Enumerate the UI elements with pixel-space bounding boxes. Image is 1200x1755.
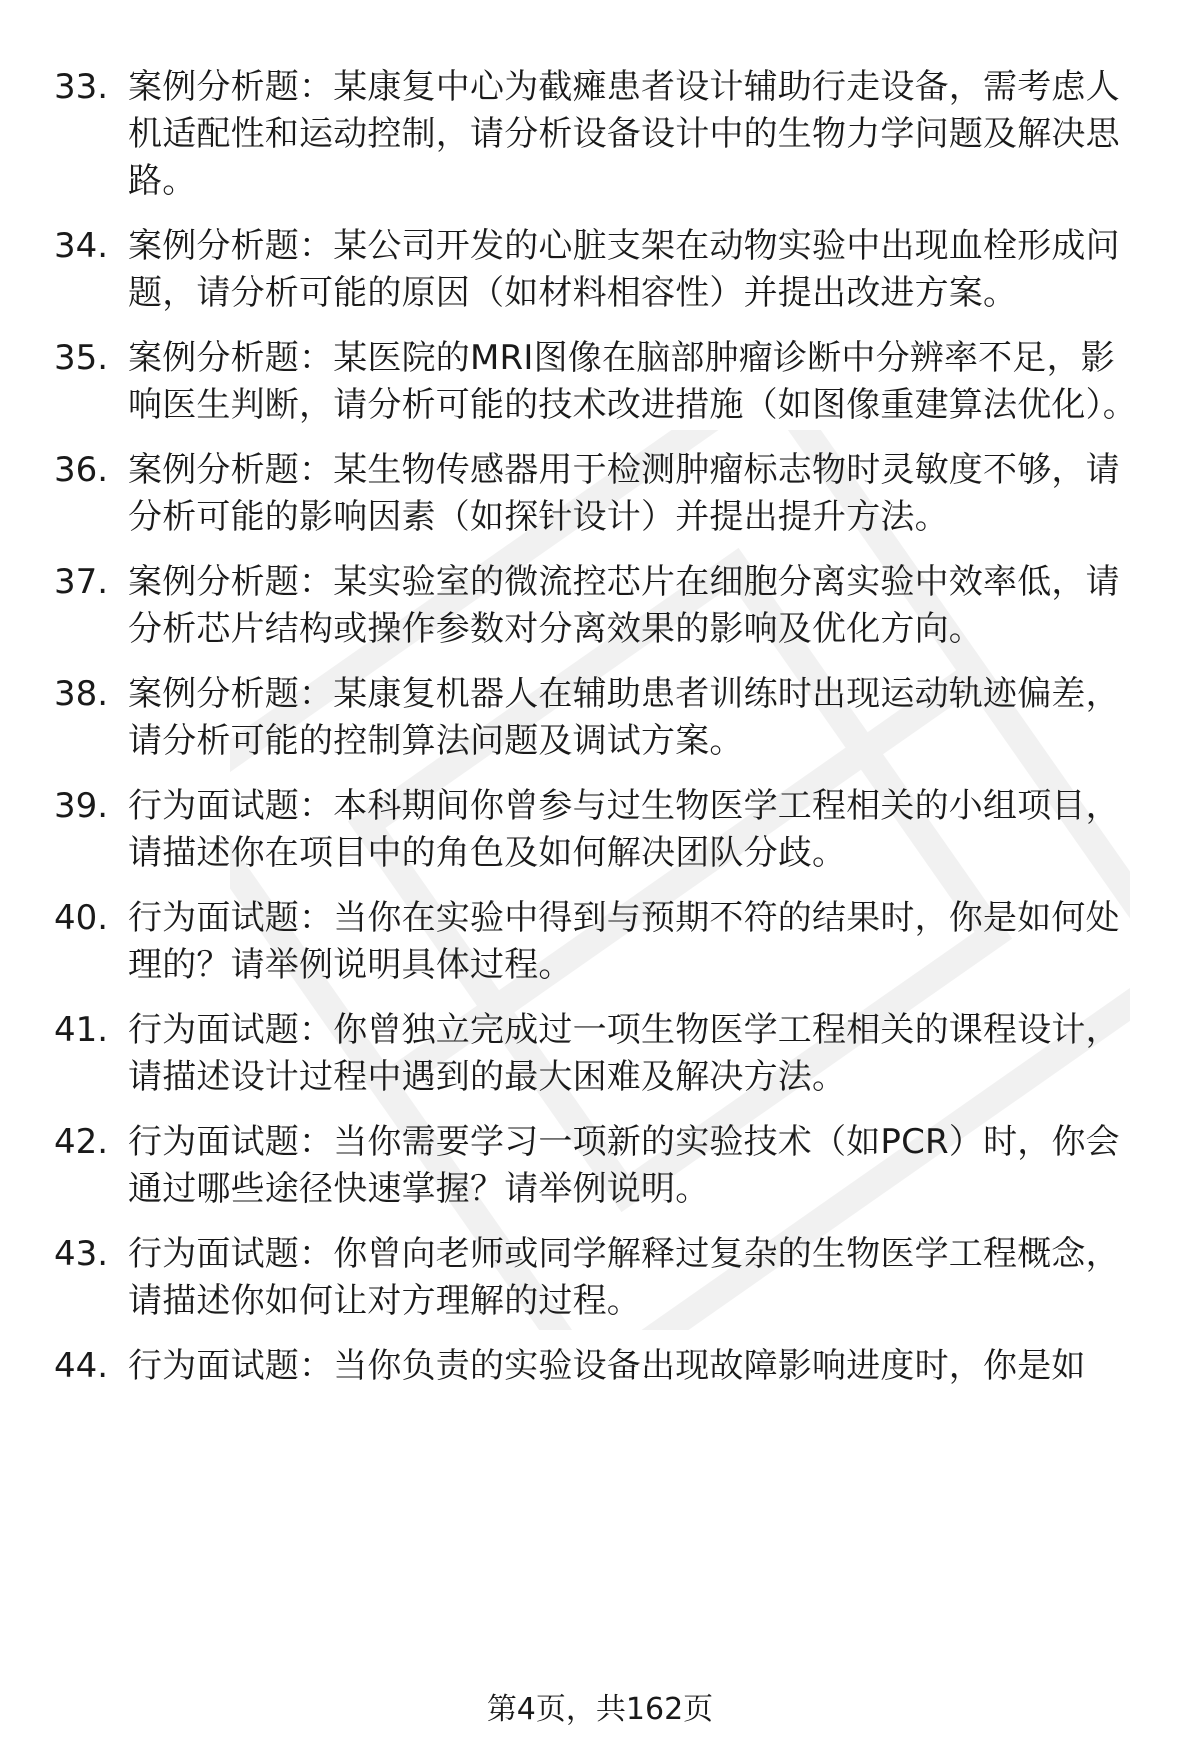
question-number: 34. — [54, 226, 109, 266]
list-item — [0, 559, 1200, 653]
list-item — [0, 783, 1200, 877]
question-number: 35. — [54, 338, 109, 378]
question-number: 33. — [54, 67, 109, 107]
question-text: 行为面试题：你曾独立完成过一项生物医学工程相关的课程设计，请描述设计过程中遇到的最大困难及解决方法。 — [128, 1010, 1120, 1097]
list-item — [0, 1119, 1200, 1213]
question-number: 41. — [54, 1010, 109, 1050]
question-text: 案例分析题：某医院的MRI图像在脑部肿瘤诊断中分辨率不足，影响医生判断，请分析可能的技术改进措施（如图像重建算法优化）。 — [128, 338, 1137, 425]
question-text: 案例分析题：某康复机器人在辅助患者训练时出现运动轨迹偏差，请分析可能的控制算法问题及调试方案。 — [128, 674, 1120, 761]
question-text: 行为面试题：本科期间你曾参与过生物医学工程相关的小组项目，请描述你在项目中的角色及如何解决团队分歧。 — [128, 786, 1120, 873]
question-number: 43. — [54, 1234, 109, 1274]
question-number: 38. — [54, 674, 109, 714]
question-number: 42. — [54, 1122, 109, 1162]
list-item — [0, 223, 1200, 317]
list-item — [0, 671, 1200, 765]
question-list — [0, 64, 1200, 1408]
list-item — [0, 895, 1200, 989]
question-text: 案例分析题：某公司开发的心脏支架在动物实验中出现血栓形成问题，请分析可能的原因（如材料相容性）并提出改进方案。 — [128, 226, 1120, 313]
list-item — [0, 1231, 1200, 1325]
list-item — [0, 1343, 1200, 1390]
question-text: 行为面试题：你曾向老师或同学解释过复杂的生物医学工程概念，请描述你如何让对方理解的过程。 — [128, 1234, 1120, 1321]
question-number: 40. — [54, 898, 109, 938]
list-item — [0, 1007, 1200, 1101]
question-number: 39. — [54, 786, 109, 826]
question-number: 37. — [54, 562, 109, 602]
question-text: 行为面试题：当你在实验中得到与预期不符的结果时，你是如何处理的？请举例说明具体过程。 — [128, 898, 1120, 985]
question-text: 案例分析题：某生物传感器用于检测肿瘤标志物时灵敏度不够，请分析可能的影响因素（如探针设计）并提出提升方法。 — [128, 450, 1120, 537]
question-number: 44. — [54, 1346, 109, 1386]
question-text: 行为面试题：当你需要学习一项新的实验技术（如PCR）时，你会通过哪些途径快速掌握？请举例说明。 — [128, 1122, 1120, 1209]
page-footer: 第4页，共162页 — [486, 1692, 714, 1727]
question-text: 案例分析题：某实验室的微流控芯片在细胞分离实验中效率低，请分析芯片结构或操作参数对分离效果的影响及优化方向。 — [128, 562, 1120, 649]
question-number: 36. — [54, 450, 109, 490]
list-item — [0, 64, 1200, 205]
question-text: 行为面试题：当你负责的实验设备出现故障影响进度时，你是如 — [128, 1346, 1086, 1386]
list-item — [0, 335, 1200, 429]
list-item — [0, 447, 1200, 541]
question-text: 案例分析题：某康复中心为截瘫患者设计辅助行走设备，需考虑人机适配性和运动控制，请分析设备设计中的生物力学问题及解决思路。 — [128, 67, 1120, 201]
